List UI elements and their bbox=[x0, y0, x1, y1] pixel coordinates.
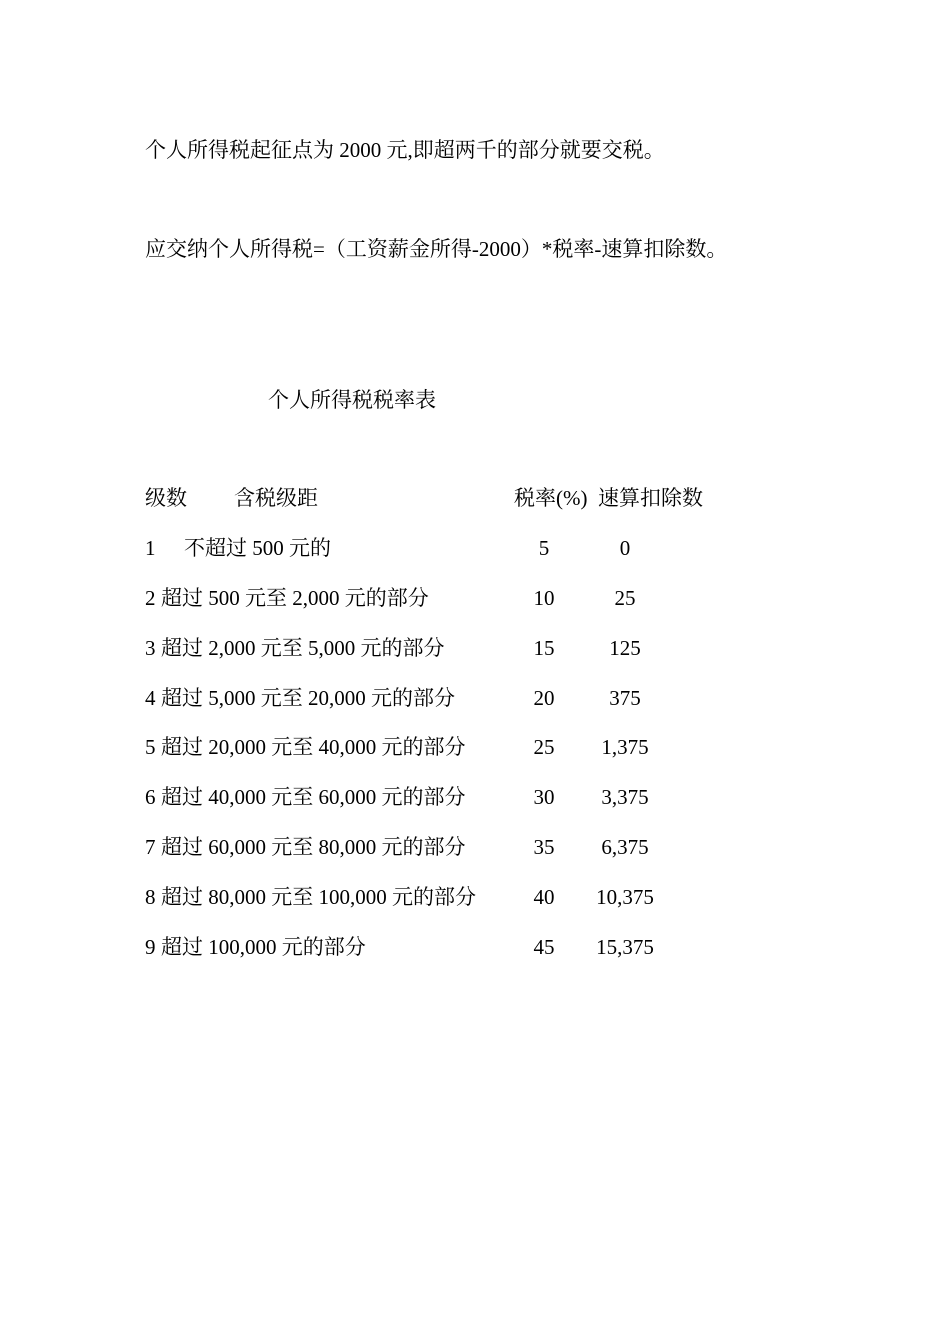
cell-level: 5 bbox=[145, 735, 156, 759]
cell-range: 超过 60,000 元至 80,000 元的部分 bbox=[161, 835, 466, 859]
table-row bbox=[0, 634, 950, 664]
cell-rate: 15 bbox=[533, 636, 555, 660]
cell-deduction: 125 bbox=[609, 636, 641, 660]
cell-deduction: 15,375 bbox=[596, 935, 654, 959]
cell-level: 9 bbox=[145, 935, 156, 959]
cell-level: 6 bbox=[145, 785, 156, 809]
cell-deduction: 1,375 bbox=[601, 735, 649, 759]
cell-rate: 45 bbox=[533, 935, 555, 959]
cell-range: 超过 500 元至 2,000 元的部分 bbox=[161, 586, 429, 610]
cell-range: 超过 100,000 元的部分 bbox=[161, 935, 366, 959]
cell-level: 8 bbox=[145, 885, 156, 909]
cell-deduction: 375 bbox=[609, 686, 641, 710]
table-row bbox=[0, 833, 950, 863]
header-deduction: 速算扣除数 bbox=[598, 486, 703, 510]
header-range: 含税级距 bbox=[234, 486, 318, 510]
cell-range: 超过 40,000 元至 60,000 元的部分 bbox=[161, 785, 466, 809]
cell-range: 超过 5,000 元至 20,000 元的部分 bbox=[161, 686, 455, 710]
cell-range: 超过 2,000 元至 5,000 元的部分 bbox=[161, 636, 445, 660]
table-row bbox=[0, 584, 950, 614]
cell-level: 3 bbox=[145, 636, 156, 660]
threshold-paragraph: 个人所得税起征点为 2000 元,即超两千的部分就要交税。 bbox=[145, 138, 665, 162]
cell-deduction: 3,375 bbox=[601, 785, 649, 809]
cell-range: 超过 80,000 元至 100,000 元的部分 bbox=[161, 885, 476, 909]
cell-range: 超过 20,000 元至 40,000 元的部分 bbox=[161, 735, 466, 759]
cell-level: 4 bbox=[145, 686, 156, 710]
cell-rate: 30 bbox=[533, 785, 555, 809]
cell-rate: 35 bbox=[533, 835, 555, 859]
cell-deduction: 25 bbox=[614, 586, 636, 610]
cell-deduction: 10,375 bbox=[596, 885, 654, 909]
header-rate: 税率(%) bbox=[514, 486, 588, 510]
table-row bbox=[0, 933, 950, 963]
cell-rate: 25 bbox=[533, 735, 555, 759]
table-row bbox=[0, 684, 950, 714]
cell-rate: 5 bbox=[538, 536, 550, 560]
header-level: 级数 bbox=[145, 486, 187, 510]
cell-deduction: 6,375 bbox=[601, 835, 649, 859]
table-row bbox=[0, 733, 950, 763]
cell-deduction: 0 bbox=[619, 536, 631, 560]
cell-level: 7 bbox=[145, 835, 156, 859]
tax-table-title: 个人所得税税率表 bbox=[268, 388, 436, 412]
table-row bbox=[0, 783, 950, 813]
table-row bbox=[0, 883, 950, 913]
cell-range: 不超过 500 元的 bbox=[184, 536, 331, 560]
cell-rate: 20 bbox=[533, 686, 555, 710]
cell-rate: 40 bbox=[533, 885, 555, 909]
cell-level: 1 bbox=[145, 536, 156, 560]
cell-rate: 10 bbox=[533, 586, 555, 610]
formula-paragraph: 应交纳个人所得税=（工资薪金所得-2000）*税率-速算扣除数。 bbox=[145, 237, 728, 261]
cell-level: 2 bbox=[145, 586, 156, 610]
table-row bbox=[0, 534, 950, 564]
